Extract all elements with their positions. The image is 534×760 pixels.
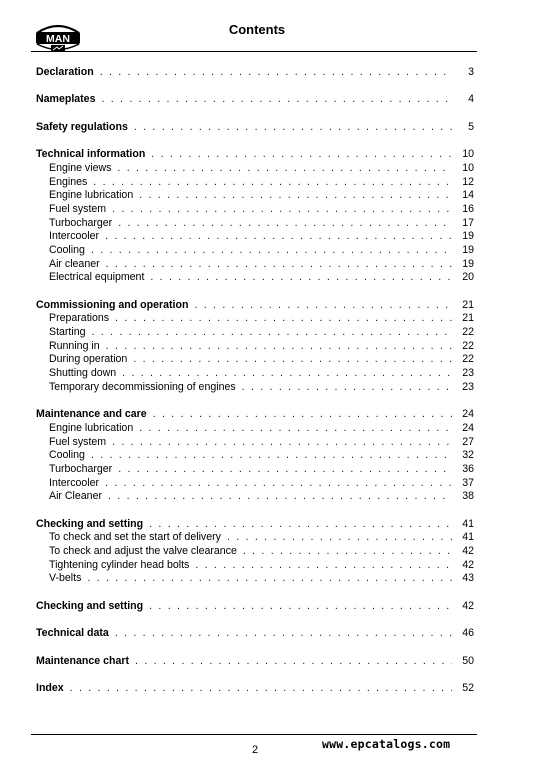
toc-spacer: [36, 504, 474, 518]
toc-page-number: 12: [462, 175, 474, 188]
toc-subsection-entry[interactable]: [36, 326, 474, 340]
toc-entry-label: To check and adjust the valve clearance: [49, 545, 237, 558]
toc-entry-label: Safety regulations: [36, 120, 128, 133]
toc-subsection-entry[interactable]: [36, 436, 474, 450]
toc-entry-label: Temporary decommissioning of engines: [49, 380, 236, 393]
toc-spacer: [36, 668, 474, 682]
toc-subsection-entry[interactable]: [36, 271, 474, 285]
page-number: 2: [251, 744, 259, 756]
toc-page-number: 17: [462, 216, 474, 229]
toc-page-number: 36: [462, 462, 474, 475]
toc-spacer: [36, 134, 474, 148]
toc-page-number: 42: [462, 545, 474, 558]
toc-entry-label: Nameplates: [36, 93, 96, 106]
toc-page-number: 20: [462, 271, 474, 284]
toc-entry-label: Fuel system: [49, 202, 107, 215]
header-rule: [31, 51, 477, 52]
toc-leader-dots: [117, 162, 452, 176]
toc-page-number: 32: [462, 449, 474, 462]
toc-page-number: 46: [462, 627, 474, 640]
toc-section-entry[interactable]: [36, 66, 474, 80]
logo-text: MAN: [46, 33, 70, 46]
toc-leader-dots: [118, 463, 452, 477]
toc-spacer: [36, 80, 474, 94]
toc-subsection-entry[interactable]: [36, 381, 474, 395]
toc-leader-dots: [105, 477, 452, 491]
toc-leader-dots: [92, 326, 452, 340]
toc-leader-dots: [106, 258, 452, 272]
toc-page-number: 4: [468, 93, 474, 106]
toc-leader-dots: [100, 66, 452, 80]
toc-subsection-entry[interactable]: [36, 189, 474, 203]
toc-entry-label: Engine lubrication: [49, 189, 134, 202]
toc-page-number: 5: [468, 120, 474, 133]
toc-section-entry[interactable]: [36, 518, 474, 532]
toc-page-number: 3: [468, 66, 474, 78]
toc-leader-dots: [227, 531, 452, 545]
toc-page-number: 41: [462, 531, 474, 544]
page-title: Contents: [228, 22, 286, 37]
toc-page-number: 43: [462, 572, 474, 585]
toc-section-entry[interactable]: [36, 408, 474, 422]
toc-page-number: 19: [462, 257, 474, 270]
watermark-url: www.epcatalogs.com: [322, 737, 451, 751]
toc-leader-dots: [105, 230, 452, 244]
toc-entry-label: To check and set the start of delivery: [49, 531, 221, 544]
toc-subsection-entry[interactable]: [36, 559, 474, 573]
toc-leader-dots: [243, 545, 452, 559]
toc-entry-label: Maintenance and care: [36, 408, 147, 421]
toc-leader-dots: [151, 148, 452, 162]
toc-leader-dots: [101, 93, 452, 107]
toc-leader-dots: [93, 176, 452, 190]
toc-page-number: 22: [462, 353, 474, 366]
toc-page-number: 10: [462, 161, 474, 174]
toc-entry-label: Turbocharger: [49, 462, 113, 475]
toc-subsection-entry[interactable]: [36, 463, 474, 477]
toc-subsection-entry[interactable]: [36, 230, 474, 244]
toc-leader-dots: [91, 244, 452, 258]
toc-entry-label: Cooling: [49, 243, 85, 256]
toc-entry-label: Declaration: [36, 66, 94, 78]
toc-entry-label: Cooling: [49, 449, 85, 462]
toc-entry-label: Engine views: [49, 161, 112, 174]
toc-entry-label: Intercooler: [49, 230, 100, 243]
toc-entry-label: Checking and setting: [36, 599, 144, 612]
toc-spacer: [36, 614, 474, 628]
toc-spacer: [36, 586, 474, 600]
toc-page-number: 23: [462, 367, 474, 380]
toc-entry-label: Intercooler: [49, 476, 100, 489]
toc-page-number: 42: [462, 558, 474, 571]
toc-subsection-entry[interactable]: [36, 340, 474, 354]
toc-subsection-entry[interactable]: [36, 353, 474, 367]
toc-leader-dots: [112, 436, 452, 450]
toc-entry-label: Fuel system: [49, 435, 107, 448]
toc-subsection-entry[interactable]: [36, 490, 474, 504]
toc-entry-label: Index: [36, 681, 64, 694]
toc-page-number: 23: [462, 380, 474, 393]
toc-subsection-entry[interactable]: [36, 531, 474, 545]
toc-leader-dots: [115, 627, 452, 641]
toc-leader-dots: [134, 121, 452, 135]
toc-page-number: 16: [462, 202, 474, 215]
toc-page-number: 42: [462, 599, 474, 612]
toc-page-number: 24: [462, 421, 474, 434]
toc-entry-label: Preparations: [49, 312, 110, 325]
toc-section-entry[interactable]: [36, 655, 474, 669]
toc-page-number: 21: [462, 312, 474, 325]
toc-leader-dots: [108, 490, 452, 504]
toc-entry-label: During operation: [49, 353, 128, 366]
toc-page-number: 52: [462, 681, 474, 694]
toc-entry-label: Engine lubrication: [49, 421, 134, 434]
toc-subsection-entry[interactable]: [36, 312, 474, 326]
toc-entry-label: Electrical equipment: [49, 271, 145, 284]
toc-spacer: [36, 641, 474, 655]
toc-subsection-entry[interactable]: [36, 572, 474, 586]
toc-leader-dots: [150, 271, 452, 285]
toc-leader-dots: [139, 422, 452, 436]
footer-rule: [31, 734, 477, 735]
toc-page-number: 22: [462, 339, 474, 352]
toc-leader-dots: [122, 367, 452, 381]
toc-page-number: 14: [462, 189, 474, 202]
toc-subsection-entry[interactable]: [36, 449, 474, 463]
toc-subsection-entry[interactable]: [36, 422, 474, 436]
toc-subsection-entry[interactable]: [36, 367, 474, 381]
toc-subsection-entry[interactable]: [36, 244, 474, 258]
toc-leader-dots: [91, 449, 452, 463]
toc-entry-label: Running in: [49, 339, 100, 352]
toc-entry-label: Turbocharger: [49, 216, 113, 229]
toc-page-number: 22: [462, 326, 474, 339]
toc-entry-label: Air cleaner: [49, 257, 100, 270]
toc-section-entry[interactable]: [36, 682, 474, 696]
toc-leader-dots: [153, 408, 452, 422]
toc-subsection-entry[interactable]: [36, 545, 474, 559]
toc-page-number: 19: [462, 230, 474, 243]
toc-entry-label: Starting: [49, 326, 86, 339]
toc-entry-label: Technical information: [36, 148, 146, 161]
toc-section-entry[interactable]: [36, 93, 474, 107]
toc-leader-dots: [133, 353, 452, 367]
toc-leader-dots: [87, 572, 452, 586]
toc-page-number: 41: [462, 517, 474, 530]
toc-entry-label: Checking and setting: [36, 517, 144, 530]
toc-page-number: 38: [462, 490, 474, 503]
toc-page-number: 21: [462, 298, 474, 311]
toc-page-number: 37: [462, 476, 474, 489]
toc-section-entry[interactable]: [36, 121, 474, 135]
toc-leader-dots: [115, 312, 452, 326]
toc-section-entry[interactable]: [36, 627, 474, 641]
toc-subsection-entry[interactable]: [36, 162, 474, 176]
toc-entry-label: V-belts: [49, 572, 82, 585]
toc-page-number: 27: [462, 435, 474, 448]
toc-leader-dots: [106, 340, 452, 354]
toc-spacer: [36, 285, 474, 299]
toc-page-number: 19: [462, 243, 474, 256]
toc-leader-dots: [149, 518, 452, 532]
toc-subsection-entry[interactable]: [36, 176, 474, 190]
toc-entry-label: Shutting down: [49, 367, 117, 380]
toc-page-number: 24: [462, 408, 474, 421]
toc-entry-label: Technical data: [36, 627, 109, 640]
toc-entry-label: Engines: [49, 175, 88, 188]
toc-leader-dots: [242, 381, 452, 395]
toc-subsection-entry[interactable]: [36, 217, 474, 231]
toc-section-entry[interactable]: [36, 148, 474, 162]
toc-subsection-entry[interactable]: [36, 203, 474, 217]
toc-leader-dots: [118, 217, 452, 231]
toc-leader-dots: [194, 299, 452, 313]
toc-subsection-entry[interactable]: [36, 477, 474, 491]
toc-spacer: [36, 107, 474, 121]
toc-entry-label: Tightening cylinder head bolts: [49, 558, 190, 571]
toc-spacer: [36, 395, 474, 409]
toc-entry-label: Commissioning and operation: [36, 298, 189, 311]
toc-leader-dots: [135, 655, 452, 669]
toc-leader-dots: [195, 559, 452, 573]
toc-section-entry[interactable]: [36, 600, 474, 614]
toc-subsection-entry[interactable]: [36, 258, 474, 272]
toc-page-number: 50: [462, 654, 474, 667]
toc-page-number: 10: [462, 148, 474, 161]
toc-leader-dots: [139, 189, 452, 203]
table-of-contents: [36, 66, 474, 696]
toc-leader-dots: [149, 600, 452, 614]
toc-leader-dots: [112, 203, 452, 217]
toc-entry-label: Maintenance chart: [36, 654, 130, 667]
toc-section-entry[interactable]: [36, 299, 474, 313]
toc-entry-label: Air Cleaner: [49, 490, 102, 503]
toc-leader-dots: [70, 682, 452, 696]
